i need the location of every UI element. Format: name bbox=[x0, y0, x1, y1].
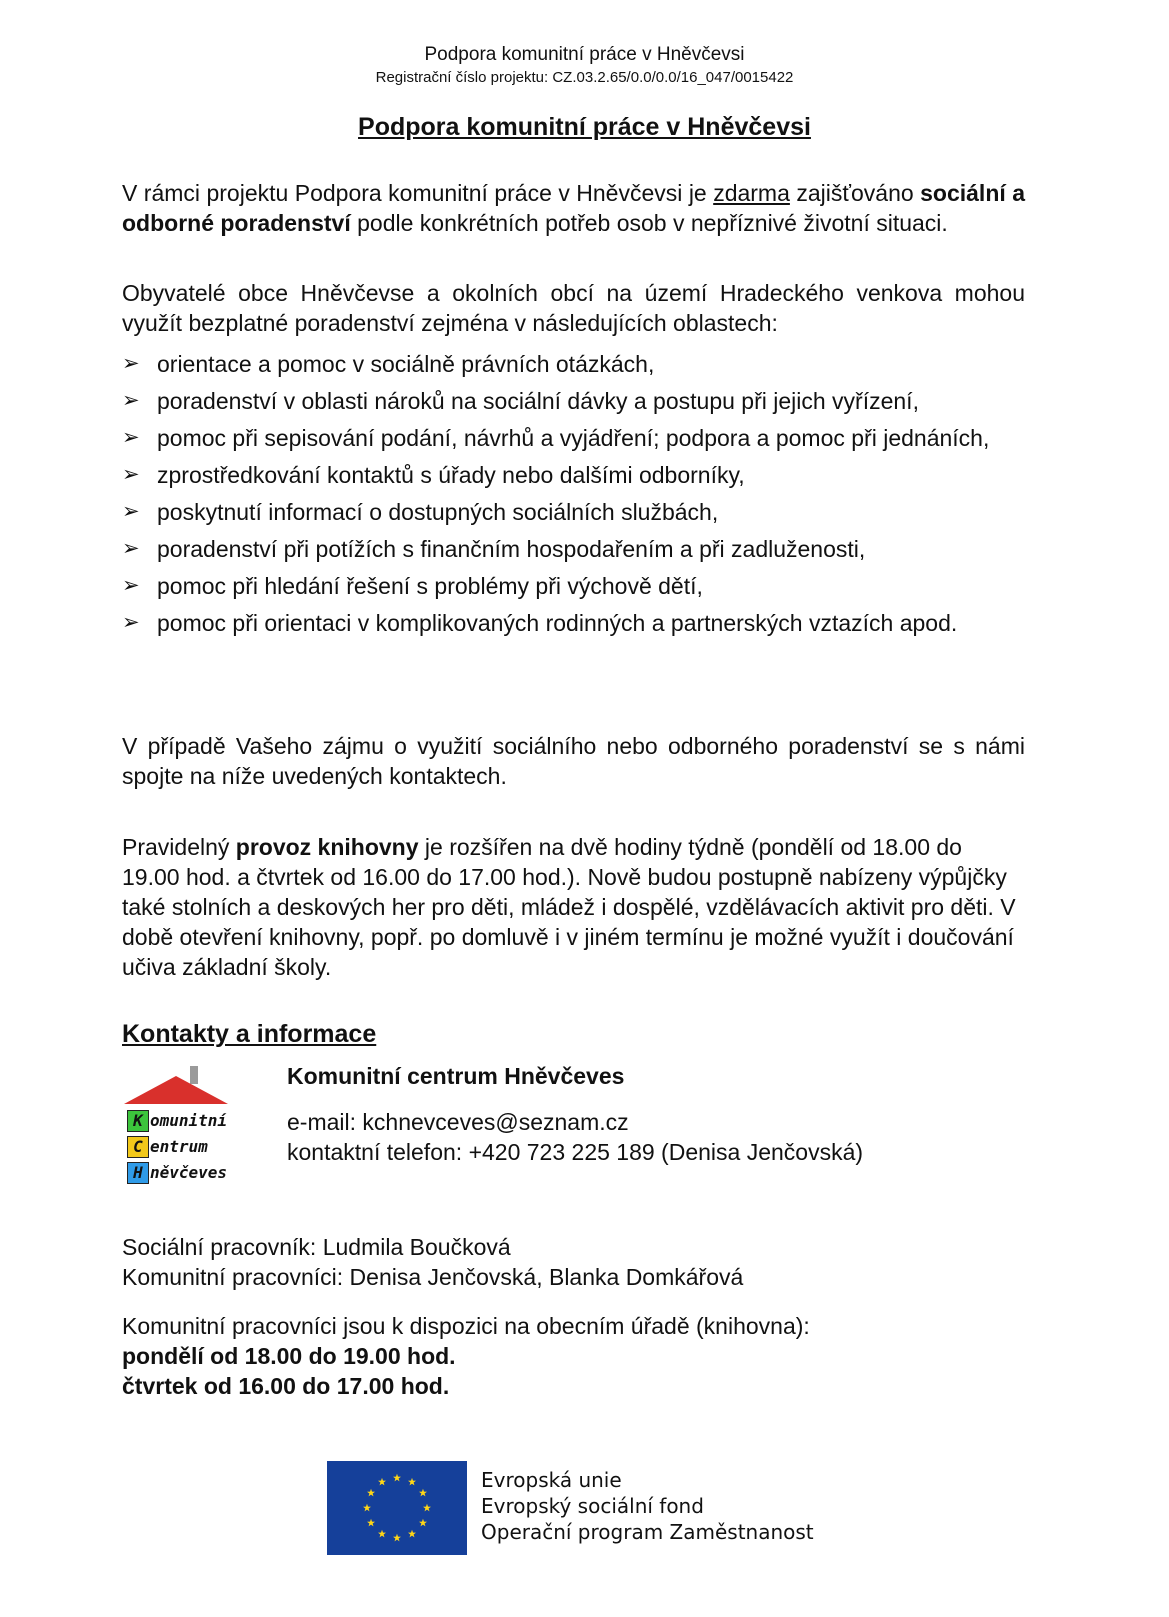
eu-flag bbox=[327, 1461, 467, 1555]
library-paragraph bbox=[122, 832, 1025, 982]
list-item bbox=[122, 534, 1025, 564]
community-workers-line: Komunitní pracovníci: Denisa Jenčovská, Blanka Domkářová bbox=[122, 1264, 744, 1290]
list-item bbox=[122, 386, 1025, 416]
email-line: e-mail: kchnevceves@seznam.cz bbox=[287, 1109, 629, 1135]
arrow-bullet-icon: ➢ bbox=[122, 352, 140, 375]
list-item bbox=[122, 608, 1025, 638]
arrow-bullet-icon: ➢ bbox=[122, 500, 140, 523]
list-item bbox=[122, 423, 1025, 453]
eu-star bbox=[378, 1478, 386, 1486]
availability-monday: pondělí od 18.00 do 19.00 hod. bbox=[122, 1343, 456, 1369]
logo-row-k bbox=[127, 1110, 227, 1132]
logo-word-3: něvčeves bbox=[150, 1163, 228, 1182]
eu-star bbox=[419, 1519, 427, 1527]
list-item bbox=[122, 497, 1025, 527]
logo-row-h bbox=[127, 1162, 227, 1184]
logo-letter-c: C bbox=[127, 1136, 149, 1158]
availability-thursday: čtvrtek od 16.00 do 17.00 hod. bbox=[122, 1373, 450, 1399]
eu-star bbox=[419, 1489, 427, 1497]
arrow-bullet-icon: ➢ bbox=[122, 611, 140, 634]
eu-line-3: Operační program Zaměstnanost bbox=[481, 1520, 814, 1544]
areas-intro-paragraph: Obyvatelé obce Hněvčevse a okolních obcí na území Hradeckého venkova mohou využít bezplatné poradenství zejména v následujících oblastech: bbox=[122, 280, 1025, 336]
phone-line: kontaktní telefon: +420 723 225 189 (Denisa Jenčovská) bbox=[287, 1139, 864, 1165]
library-text-1: Pravidelný bbox=[122, 834, 236, 860]
eu-line-1: Evropská unie bbox=[481, 1468, 622, 1492]
list-item-text: pomoc při sepisování podání, návrhů a vyjádření; podpora a pomoc při jednáních, bbox=[157, 425, 990, 451]
contact-invitation-paragraph: V případě Vašeho zájmu o využití sociálního nebo odborného poradenství se s námi spojte na níže uvedených kontaktech. bbox=[122, 733, 1025, 789]
arrow-bullet-icon: ➢ bbox=[122, 426, 140, 449]
community-center-logo bbox=[124, 1066, 236, 1186]
list-item-text: zprostředkování kontaktů s úřady nebo dalšími odborníky, bbox=[157, 462, 745, 488]
eu-star bbox=[393, 1474, 401, 1482]
eu-stars-icon bbox=[327, 1461, 467, 1555]
intro-text-2: zajišťováno bbox=[789, 180, 921, 206]
eu-funding-text bbox=[481, 1467, 814, 1545]
eu-star bbox=[367, 1519, 375, 1527]
eu-star bbox=[423, 1504, 431, 1512]
arrow-bullet-icon: ➢ bbox=[122, 389, 140, 412]
list-item-text: pomoc při hledání řešení s problémy při výchově dětí, bbox=[157, 573, 703, 599]
eu-line-2: Evropský sociální fond bbox=[481, 1494, 704, 1518]
community-center-name: Komunitní centrum Hněvčeves bbox=[287, 1063, 625, 1089]
eu-star bbox=[408, 1530, 416, 1538]
availability-intro: Komunitní pracovníci jsou k dispozici na obecním úřadě (knihovna): bbox=[122, 1313, 810, 1339]
contacts-heading: Kontakty a informace bbox=[122, 1020, 377, 1048]
eu-star bbox=[363, 1504, 371, 1512]
list-item-text: poskytnutí informací o dostupných sociálních službách, bbox=[157, 499, 719, 525]
list-item bbox=[122, 571, 1025, 601]
list-item bbox=[122, 349, 1025, 379]
eu-star bbox=[378, 1530, 386, 1538]
intro-text-1: V rámci projektu Podpora komunitní práce v Hněvčevsi je bbox=[122, 180, 714, 206]
arrow-bullet-icon: ➢ bbox=[122, 537, 140, 560]
list-item-text: pomoc při orientaci v komplikovaných rodinných a partnerských vztazích apod. bbox=[157, 610, 958, 636]
list-item-text: poradenství v oblasti nároků na sociální dávky a postupu při jejich vyřízení, bbox=[157, 388, 919, 414]
eu-star bbox=[393, 1534, 401, 1542]
eu-star bbox=[408, 1478, 416, 1486]
page-title: Podpora komunitní práce v Hněvčevsi bbox=[358, 113, 811, 141]
list-item-text: poradenství při potížích s finančním hospodařením a při zadluženosti, bbox=[157, 536, 866, 562]
intro-paragraph bbox=[122, 178, 1025, 238]
staff-block bbox=[122, 1232, 1025, 1292]
social-worker-line: Sociální pracovník: Ludmila Boučková bbox=[122, 1234, 511, 1260]
logo-roof bbox=[124, 1076, 228, 1104]
list-item bbox=[122, 460, 1025, 490]
logo-letter-h: H bbox=[127, 1162, 149, 1184]
logo-letter-k: K bbox=[127, 1110, 149, 1132]
intro-underlined-free: zdarma bbox=[713, 180, 790, 206]
advisory-areas-list bbox=[122, 349, 1025, 645]
arrow-bullet-icon: ➢ bbox=[122, 574, 140, 597]
header-registration-number: Registrační číslo projektu: CZ.03.2.65/0.0/0.0/16_047/0015422 bbox=[375, 69, 794, 86]
eu-star bbox=[367, 1489, 375, 1497]
intro-bold-service: sociální a odborné poradenství bbox=[122, 180, 1025, 236]
community-center-contact bbox=[287, 1107, 863, 1167]
arrow-bullet-icon: ➢ bbox=[122, 463, 140, 486]
intro-text-3: podle konkrétních potřeb osob v nepříznivé životní situaci. bbox=[350, 210, 948, 236]
header-project-name: Podpora komunitní práce v Hněvčevsi bbox=[424, 44, 745, 65]
library-bold: provoz knihovny bbox=[235, 834, 419, 860]
availability-block bbox=[122, 1311, 1025, 1401]
list-item-text: orientace a pomoc v sociálně právních otázkách, bbox=[157, 351, 655, 377]
library-text-2: je rozšířen na dvě hodiny týdně (pondělí od 18.00 do 19.00 hod. a čtvrtek od 16.00 do 17.00 hod.). Nově budou postupně nabízeny výpůjčky také stolních a deskových her pro děti, mládež i dospělé, vzdělávacích aktivit pro děti. V době otevření knihovny, popř. po domluvě i v jiném termínu je možné využít i doučování učiva základní školy. bbox=[122, 834, 1016, 980]
logo-word-2: entrum bbox=[150, 1137, 208, 1156]
logo-word-1: omunitní bbox=[150, 1111, 228, 1130]
logo-row-c bbox=[127, 1136, 208, 1158]
